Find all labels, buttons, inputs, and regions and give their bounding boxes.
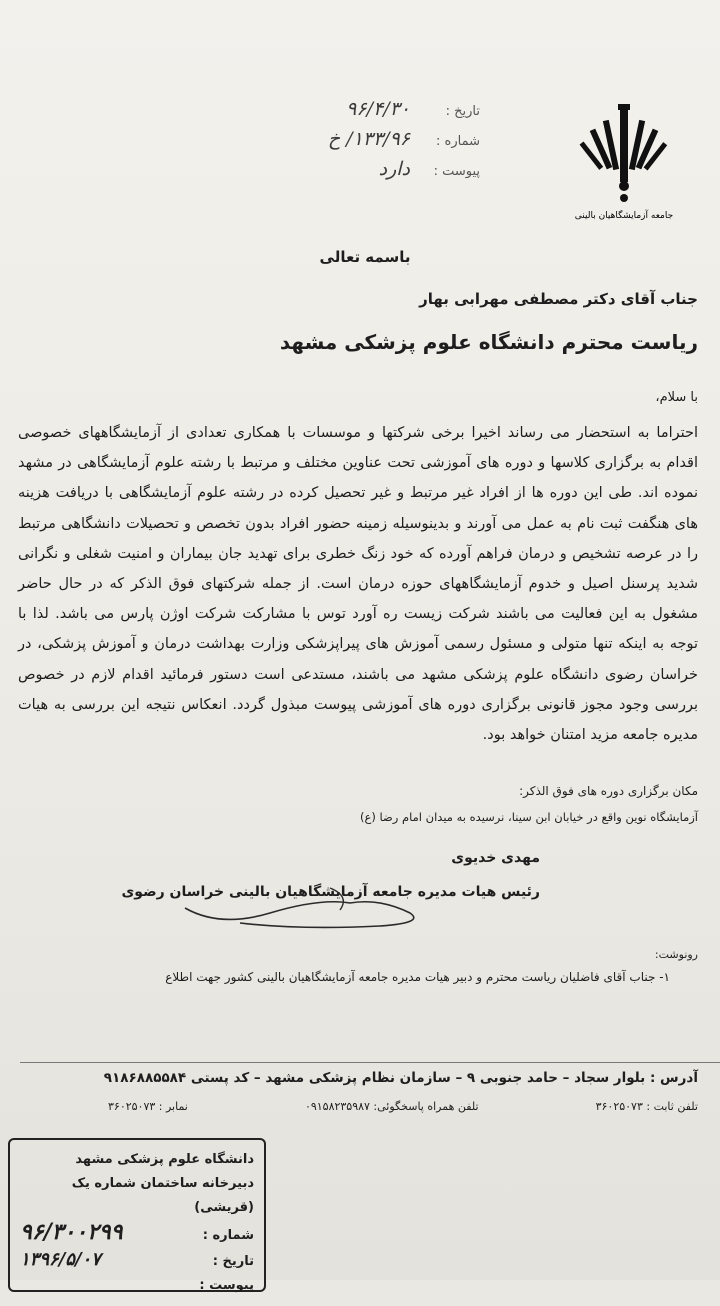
attachment-row	[200, 158, 480, 188]
logo-caption: جامعه آزمایشگاهیان بالینی	[574, 211, 674, 221]
recipient-title: ریاست محترم دانشگاه علوم پزشکی مشهد	[279, 330, 698, 354]
footer-mobile: تلفن همراه پاسخگوئی: ۰۹۱۵۸۲۳۵۹۸۷	[304, 1100, 479, 1113]
stamp-org: دانشگاه علوم پزشکی مشهد	[75, 1152, 254, 1167]
location-label: مکان برگزاری دوره های فوق الذکر:	[519, 784, 698, 798]
stamp-office: دبیرخانه ساختمان شماره یک (قریشی)	[71, 1176, 254, 1215]
stamp-number-value: ۹۶/۳۰۰۲۹۹	[20, 1219, 123, 1245]
handwritten-signature	[180, 868, 440, 938]
salutation: جناب آقای دکتر مصطفی مهرابی بهار	[419, 290, 698, 308]
stamp-date-value: ۱۳۹۶/۵/۰۷	[20, 1249, 101, 1270]
number-value: ۱۳۳/۹۶/ خ	[327, 128, 410, 150]
location-value: آزمایشگاه نوین واقع در خیابان ابن سینا، نرسیده به میدان امام رضا (ع)	[360, 810, 698, 824]
cc-item: ۱- جناب آقای فاضلیان ریاست محترم و دبیر هیات مدیره جامعه آزمایشگاهیان بالینی کشور جهت اطلاع	[165, 970, 670, 984]
signer-title: رئیس هیات مدیره جامعه آزمایشگاهیان بالینی خراسان رضوی	[121, 884, 540, 900]
stamp-attachment-label: پیوست :	[199, 1278, 254, 1293]
number-row	[200, 128, 480, 158]
footer-divider	[20, 1062, 720, 1063]
stamp-number-row	[20, 1220, 254, 1248]
attachment-value: دارد	[378, 158, 410, 180]
number-label: شماره :	[436, 134, 480, 149]
stamp-number-label: شماره :	[202, 1228, 254, 1243]
signer-name: مهدی خدیوی	[451, 850, 540, 866]
date-value: ۹۶/۴/۳۰	[346, 98, 410, 120]
date-label: تاریخ :	[445, 104, 480, 119]
society-logo-icon	[558, 100, 688, 230]
footer-phone: تلفن ثابت : ۳۶۰۲۵۰۷۳	[595, 1100, 698, 1113]
date-row	[200, 98, 480, 128]
stamp-date-label: تاریخ :	[212, 1254, 254, 1269]
cc-label: رونوشت:	[654, 948, 698, 961]
letter-body: احتراما به استحضار می رساند اخیرا برخی شرکتها و موسسات با همکاری تعدادی از آزمایشگاههای خصوصی اقدام به برگزاری کلاسها و دوره های آموزشی تحت عناوین مختلف و مرتبط با رشته علوم آزمایشگاهی در مشهد نموده اند. طی این دوره ها از افراد غیر مرتبط و غیر تحصیل کرده در رشته علوم آزمایشگاهی با دریافت هزینه های هنگفت ثبت نام به عمل می آورند و بدینوسیله زمینه حضور افراد بدون تخصص و تحصیلات دانشگاهی مرتبط را در عرصه تشخیص و درمان فراهم آورده که خود زنگ خطری برای تهدید جان بیماران و امنیت شغلی و نگرانی شدید پرسنل اصیل و خدوم آزمایشگاههای حوزه درمان است. از جمله شرکتهای فوق الذکر که در حال حاضر مشغول به این فعالیت می باشند شرکت زیست ره آورد توس با مشارکت شرکت اوژن پارس می باشد. لذا با توجه به اینکه تنها متولی و مسئول رسمی آموزش های پیراپزشکی وزارت بهداشت درمان و آموزش پزشکی، در خراسان رضوی دانشگاه علوم پزشکی مشهد می باشند، مستدعی است دستور فرمائید اقدام لازم در خصوص بررسی وجود مجوز قانونی برگزاری دوره های آموزشی پیوست مبذول گردد. انعکاس نتیجه این بررسی به هیات مدیره جامعه مزید امتنان خواهد بود.	[18, 425, 698, 744]
greeting: با سلام،	[655, 390, 698, 405]
footer-contacts	[108, 1100, 698, 1113]
footer-address: آدرس : بلوار سجاد – حامد جنوبی ۹ – سازمان نظام پزشکی مشهد – کد پستی ۹۱۸۶۸۸۵۵۸۴	[103, 1070, 698, 1086]
letter-meta	[200, 98, 480, 188]
attachment-label: پیوست :	[433, 164, 480, 179]
registry-stamp	[8, 1138, 266, 1292]
footer-fax: نمابر : ۳۶۰۲۵۰۷۳	[108, 1100, 188, 1113]
stamp-date-row	[20, 1248, 254, 1274]
bismillah-heading: باسمه تعالی	[319, 248, 411, 266]
